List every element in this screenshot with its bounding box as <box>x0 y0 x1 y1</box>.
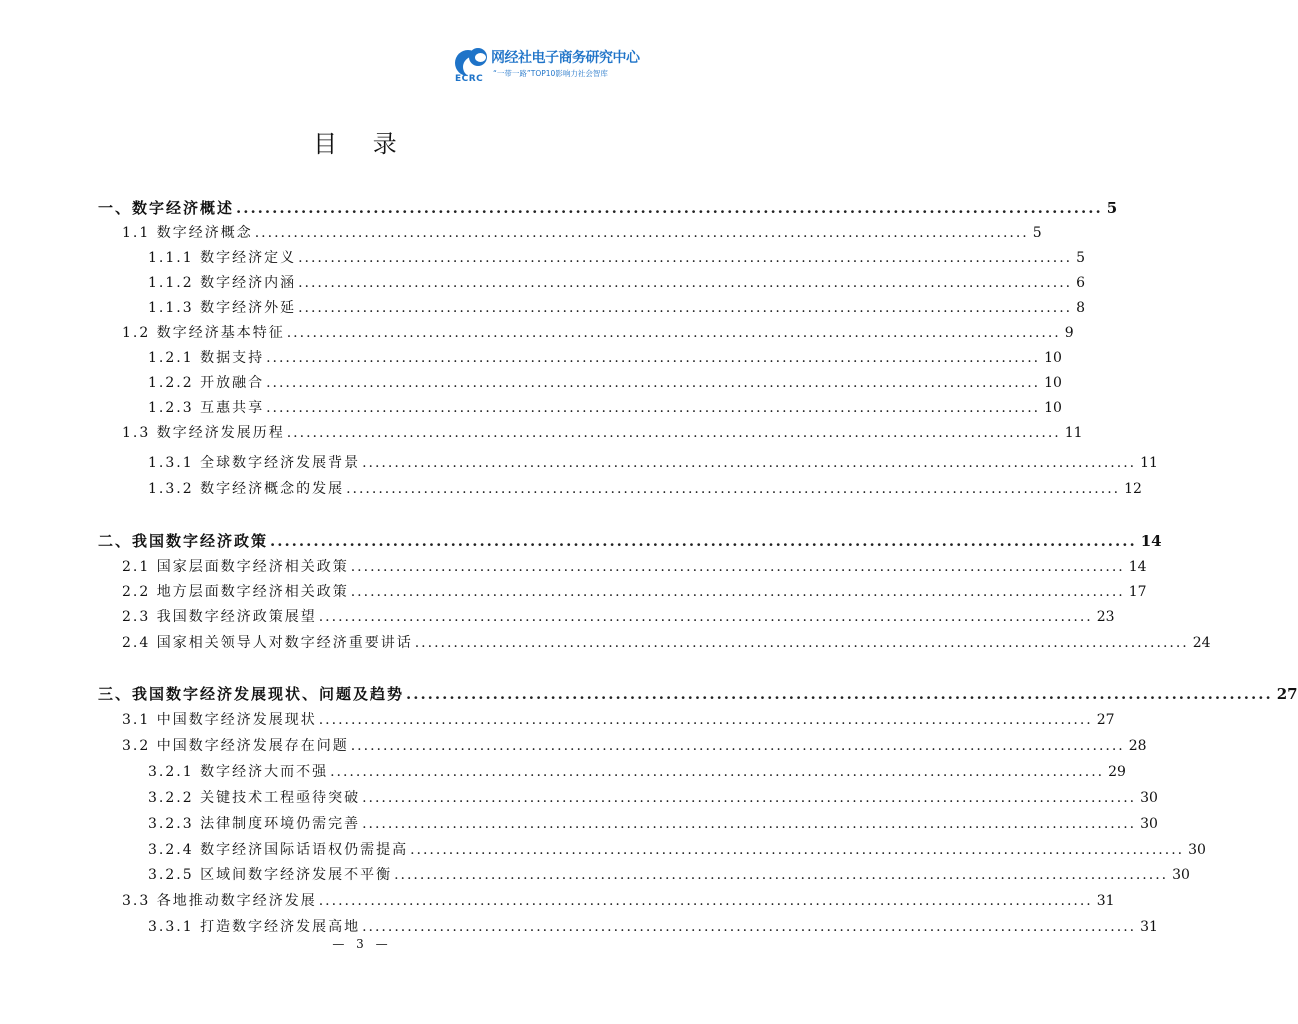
toc-entry-label: 一、数字经济概述 <box>98 199 235 217</box>
toc-dot-leader: ........................................................................................................................ <box>394 867 1169 883</box>
toc-chapter-entry[interactable] <box>98 683 1298 704</box>
toc-entry-label: 3.3.1 打造数字经济发展高地 <box>148 919 361 935</box>
toc-entry-label: 二、我国数字经济政策 <box>98 532 269 550</box>
toc-dot-leader: ........................................................................................................................ <box>286 325 1061 341</box>
toc-entry-label: 1.2.1 数据支持 <box>148 350 265 366</box>
toc-entry-label: 3.2.4 数字经济国际话语权仍需提高 <box>148 842 409 858</box>
toc-page-number: 10 <box>1044 350 1062 366</box>
toc-page-number: 14 <box>1140 532 1162 550</box>
toc-dot-leader: ........................................................................................................................ <box>350 738 1125 754</box>
toc-entry-label: 3.1 中国数字经济发展现状 <box>122 712 317 728</box>
toc-page-number: 30 <box>1188 842 1206 858</box>
toc-page-number: 28 <box>1128 738 1147 754</box>
toc-page-number: 29 <box>1108 764 1126 780</box>
toc-dot-leader: ........................................................................................................................ <box>298 300 1073 316</box>
toc-entry-label: 2.4 国家相关领导人对数字经济重要讲话 <box>122 635 413 651</box>
page-title: 目 录 <box>313 130 411 158</box>
toc-dot-leader: ........................................................................................................................ <box>254 225 1029 241</box>
toc-section-entry[interactable] <box>122 556 1147 576</box>
toc-dot-leader: ........................................................................................................................ <box>266 400 1041 416</box>
toc-page-number: 30 <box>1140 790 1158 806</box>
toc-dot-leader: ........................................................................................................................ <box>330 764 1105 780</box>
toc-page-number: 31 <box>1140 919 1158 935</box>
org-tagline: “一带一路”TOP10影响力社会智库 <box>493 69 608 78</box>
toc-entry-label: 1.3.2 数字经济概念的发展 <box>148 481 345 497</box>
toc-dot-leader: ........................................................................................................................ <box>318 893 1093 909</box>
toc-dot-leader: ........................................................................................................................ <box>270 532 1137 550</box>
toc-page-number: 11 <box>1140 455 1158 471</box>
toc-subsection-entry[interactable] <box>148 864 1190 884</box>
toc-section-entry[interactable] <box>122 632 1211 652</box>
toc-entry-label: 1.1.2 数字经济内涵 <box>148 275 297 291</box>
toc-subsection-entry[interactable] <box>148 452 1158 472</box>
toc-chapter-entry[interactable] <box>98 530 1162 551</box>
toc-section-entry[interactable] <box>122 422 1083 442</box>
toc-page-number: 5 <box>1076 250 1086 266</box>
toc-page-number: 12 <box>1124 481 1142 497</box>
toc-dot-leader: ........................................................................................................................ <box>362 790 1137 806</box>
toc-dot-leader: ........................................................................................................................ <box>350 559 1125 575</box>
toc-dot-leader: ........................................................................................................................ <box>406 685 1273 703</box>
toc-page-number: 31 <box>1096 893 1115 909</box>
toc-page-number: 24 <box>1192 635 1211 651</box>
toc-subsection-entry[interactable] <box>148 813 1158 833</box>
toc-dot-leader: ........................................................................................................................ <box>236 199 1103 217</box>
toc-subsection-entry[interactable] <box>148 272 1086 292</box>
toc-entry-label: 1.3.1 全球数字经济发展背景 <box>148 455 361 471</box>
toc-dot-leader: ........................................................................................................................ <box>350 584 1125 600</box>
toc-dot-leader: ........................................................................................................................ <box>286 425 1061 441</box>
toc-entry-label: 2.3 我国数字经济政策展望 <box>122 609 317 625</box>
toc-dot-leader: ........................................................................................................................ <box>298 275 1073 291</box>
toc-page-number: 14 <box>1128 559 1147 575</box>
toc-page-number: 9 <box>1064 325 1074 341</box>
toc-dot-leader: ........................................................................................................................ <box>410 842 1185 858</box>
toc-page-number: 23 <box>1096 609 1115 625</box>
toc-entry-label: 三、我国数字经济发展现状、问题及趋势 <box>98 685 405 703</box>
toc-section-entry[interactable] <box>122 222 1042 242</box>
toc-page-number: 11 <box>1064 425 1083 441</box>
toc-page-number: 10 <box>1044 375 1062 391</box>
toc-dot-leader: ........................................................................................................................ <box>266 375 1041 391</box>
toc-subsection-entry[interactable] <box>148 247 1086 267</box>
toc-page-number: 27 <box>1276 685 1298 703</box>
toc-entry-label: 3.2.2 关键技术工程亟待突破 <box>148 790 361 806</box>
toc-entry-label: 2.2 地方层面数字经济相关政策 <box>122 584 349 600</box>
toc-entry-label: 2.1 国家层面数字经济相关政策 <box>122 559 349 575</box>
page-number: — 3 — <box>332 937 392 951</box>
toc-page-number: 27 <box>1096 712 1115 728</box>
toc-entry-label: 1.1.1 数字经济定义 <box>148 250 297 266</box>
toc-dot-leader: ........................................................................................................................ <box>318 609 1093 625</box>
toc-entry-label: 3.2 中国数字经济发展存在问题 <box>122 738 349 754</box>
toc-section-entry[interactable] <box>122 709 1115 729</box>
toc-subsection-entry[interactable] <box>148 916 1158 936</box>
toc-page-number: 5 <box>1106 199 1118 217</box>
toc-chapter-entry[interactable] <box>98 197 1118 218</box>
toc-dot-leader: ........................................................................................................................ <box>362 816 1137 832</box>
toc-subsection-entry[interactable] <box>148 397 1062 417</box>
toc-dot-leader: ........................................................................................................................ <box>414 635 1189 651</box>
toc-page-number: 17 <box>1128 584 1147 600</box>
toc-entry-label: 1.2 数字经济基本特征 <box>122 325 285 341</box>
toc-dot-leader: ........................................................................................................................ <box>346 481 1121 497</box>
toc-subsection-entry[interactable] <box>148 297 1086 317</box>
toc-subsection-entry[interactable] <box>148 839 1206 859</box>
toc-dot-leader: ........................................................................................................................ <box>362 919 1137 935</box>
toc-entry-label: 1.3 数字经济发展历程 <box>122 425 285 441</box>
toc-page-number: 30 <box>1172 867 1190 883</box>
toc-page-number: 10 <box>1044 400 1062 416</box>
toc-dot-leader: ........................................................................................................................ <box>362 455 1137 471</box>
toc-entry-label: 1.1 数字经济概念 <box>122 225 253 241</box>
toc-entry-label: 1.1.3 数字经济外延 <box>148 300 297 316</box>
toc-page-number: 30 <box>1140 816 1158 832</box>
toc-section-entry[interactable] <box>122 322 1074 342</box>
org-name: 网经社电子商务研究中心 <box>491 50 640 66</box>
toc-section-entry[interactable] <box>122 606 1115 626</box>
toc-subsection-entry[interactable] <box>148 372 1062 392</box>
toc-subsection-entry[interactable] <box>148 761 1126 781</box>
toc-dot-leader: ........................................................................................................................ <box>266 350 1041 366</box>
toc-page-number: 8 <box>1076 300 1086 316</box>
toc-section-entry[interactable] <box>122 581 1147 601</box>
toc-entry-label: 1.2.3 互惠共享 <box>148 400 265 416</box>
toc-dot-leader: ........................................................................................................................ <box>318 712 1093 728</box>
toc-subsection-entry[interactable] <box>148 787 1158 807</box>
toc-section-entry[interactable] <box>122 890 1115 910</box>
toc-entry-label: 3.2.5 区域间数字经济发展不平衡 <box>148 867 393 883</box>
toc-entry-label: 3.3 各地推动数字经济发展 <box>122 893 317 909</box>
toc-entry-label: 3.2.1 数字经济大而不强 <box>148 764 329 780</box>
toc-entry-label: 3.2.3 法律制度环境仍需完善 <box>148 816 361 832</box>
logo-abbr: ECRC <box>455 74 484 84</box>
toc-page-number: 6 <box>1076 275 1086 291</box>
toc-page-number: 5 <box>1032 225 1042 241</box>
header-logo <box>453 44 673 88</box>
toc-section-entry[interactable] <box>122 735 1147 755</box>
toc-entry-label: 1.2.2 开放融合 <box>148 375 265 391</box>
toc-subsection-entry[interactable] <box>148 347 1062 367</box>
toc-dot-leader: ........................................................................................................................ <box>298 250 1073 266</box>
toc-subsection-entry[interactable] <box>148 478 1142 498</box>
